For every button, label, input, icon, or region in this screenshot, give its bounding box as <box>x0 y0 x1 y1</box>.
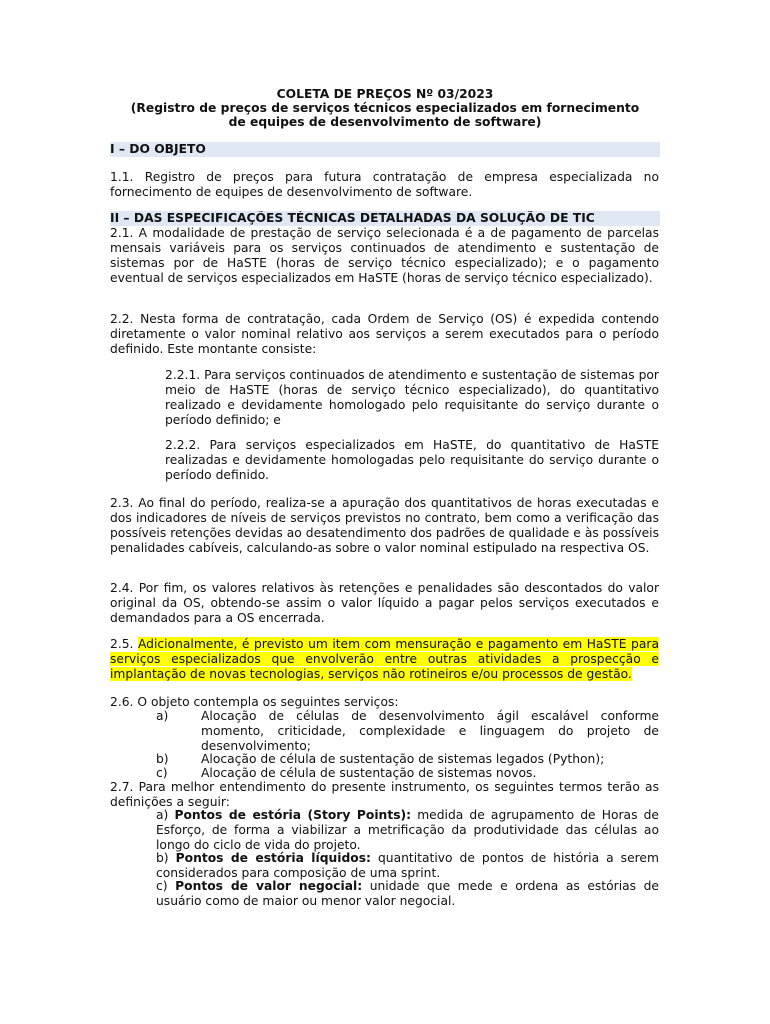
service-item-c-label: c) <box>156 766 168 780</box>
paragraph-2-3: 2.3. Ao final do período, realiza-se a apuração dos quantitativos de horas executadas e dos indicadores de níveis de serviços previstos no contrato, bem como a verificação das possíveis retenções devidas ao desatendimento dos padrões de qualidade e às possíveis penalidades cabíveis, calculando-as sobre o valor nominal estipulado na respectiva OS. <box>110 496 659 555</box>
definition-b-label: b) <box>156 851 169 865</box>
definition-c-label: c) <box>156 879 168 893</box>
definition-story-points <box>156 808 659 853</box>
paragraph-2-7: 2.7. Para melhor entendimento do presente instrumento, os seguintes termos terão as definições a seguir: <box>110 780 659 809</box>
service-item-a-text: Alocação de células de desenvolvimento ágil escalável conforme momento, criticidade, complexidade e linguagem do projeto de desenvolvimento; <box>201 709 659 753</box>
document-title: COLETA DE PREÇOS Nº 03/2023 <box>276 87 494 101</box>
paragraph-2-5 <box>110 637 659 682</box>
definition-a-label: a) <box>156 808 169 822</box>
definition-a-text: medida de agrupamento de Horas de Esforço, de forma a viabilizar a metrificação da produtividade das células ao longo do ciclo de vida do projeto. <box>156 808 659 852</box>
section-heading-objeto: I – DO OBJETO <box>110 142 660 157</box>
definition-c-term: Pontos de valor negocial: <box>175 879 363 893</box>
service-item-b-text: Alocação de célula de sustentação de sistemas legados (Python); <box>201 752 605 766</box>
definition-business-value-points <box>156 879 659 909</box>
paragraph-2-1: 2.1. A modalidade de prestação de serviço selecionada é a de pagamento de parcelas mensais variáveis para os serviços continuados de atendimento e sustentação de sistemas por de HaSTE (horas de serviço técnico especializado); e o pagamento eventual de serviços especializados em HaSTE (horas de serviço técnico especializado). <box>110 226 659 285</box>
service-item-b-label: b) <box>156 752 169 766</box>
paragraph-2-5-highlighted-text: Adicionalmente, é previsto um item com mensuração e pagamento em HaSTE para serviços especializados que envolverão entre outras atividades a prospecção e implantação de novas tecnologias, serviços não rotineiros e/ou processos de gestão. <box>110 637 659 681</box>
paragraph-2-2: 2.2. Nesta forma de contratação, cada Ordem de Serviço (OS) é expedida contendo diretamente o valor nominal relativo aos serviços a serem executados para o período definido. Este montante consiste: <box>110 312 659 356</box>
definition-b-term: Pontos de estória líquidos: <box>175 851 371 865</box>
paragraph-1-1: 1.1. Registro de preços para futura contratação de empresa especializada no fornecimento de equipes de desenvolvimento de software. <box>110 170 659 199</box>
definition-c-text: unidade que mede e ordena as estórias de usuário como de maior ou menor valor negocial. <box>156 879 659 908</box>
service-item-c-text: Alocação de célula de sustentação de sistemas novos. <box>201 766 537 780</box>
paragraph-2-5-number: 2.5. <box>110 637 134 651</box>
section-heading-especificacoes: II – DAS ESPECIFICAÇÕES TÉCNICAS DETALHADAS DA SOLUÇÃO DE TIC <box>110 211 660 226</box>
definition-b-text: quantitativo de pontos de história a serem considerados para composição de uma sprint. <box>156 851 659 880</box>
service-item-a-label: a) <box>156 709 169 723</box>
paragraph-2-2-2: 2.2.2. Para serviços especializados em HaSTE, do quantitativo de HaSTE realizadas e devidamente homologadas pelo requisitante do serviço durante o período definido. <box>165 438 659 482</box>
paragraph-2-2-1: 2.2.1. Para serviços continuados de atendimento e sustentação de sistemas por meio de HaSTE (horas de serviço técnico especializado), do quantitativo realizado e devidamente homologado pelo requisitante do serviço durante o período definido; e <box>165 368 659 427</box>
document-subtitle-line2: de equipes de desenvolvimento de software) <box>228 115 542 129</box>
paragraph-2-4: 2.4. Por fim, os valores relativos às retenções e penalidades são descontados do valor original da OS, obtendo-se assim o valor líquido a pagar pelos serviços executados e demandados para a OS encerrada. <box>110 581 659 625</box>
paragraph-2-6: 2.6. O objeto contempla os seguintes serviços: <box>110 695 399 709</box>
definition-a-term: Pontos de estória (Story Points): <box>174 808 412 822</box>
document-subtitle-line1: (Registro de preços de serviços técnicos especializados em fornecimento <box>130 101 640 115</box>
definition-net-story-points <box>156 851 659 881</box>
